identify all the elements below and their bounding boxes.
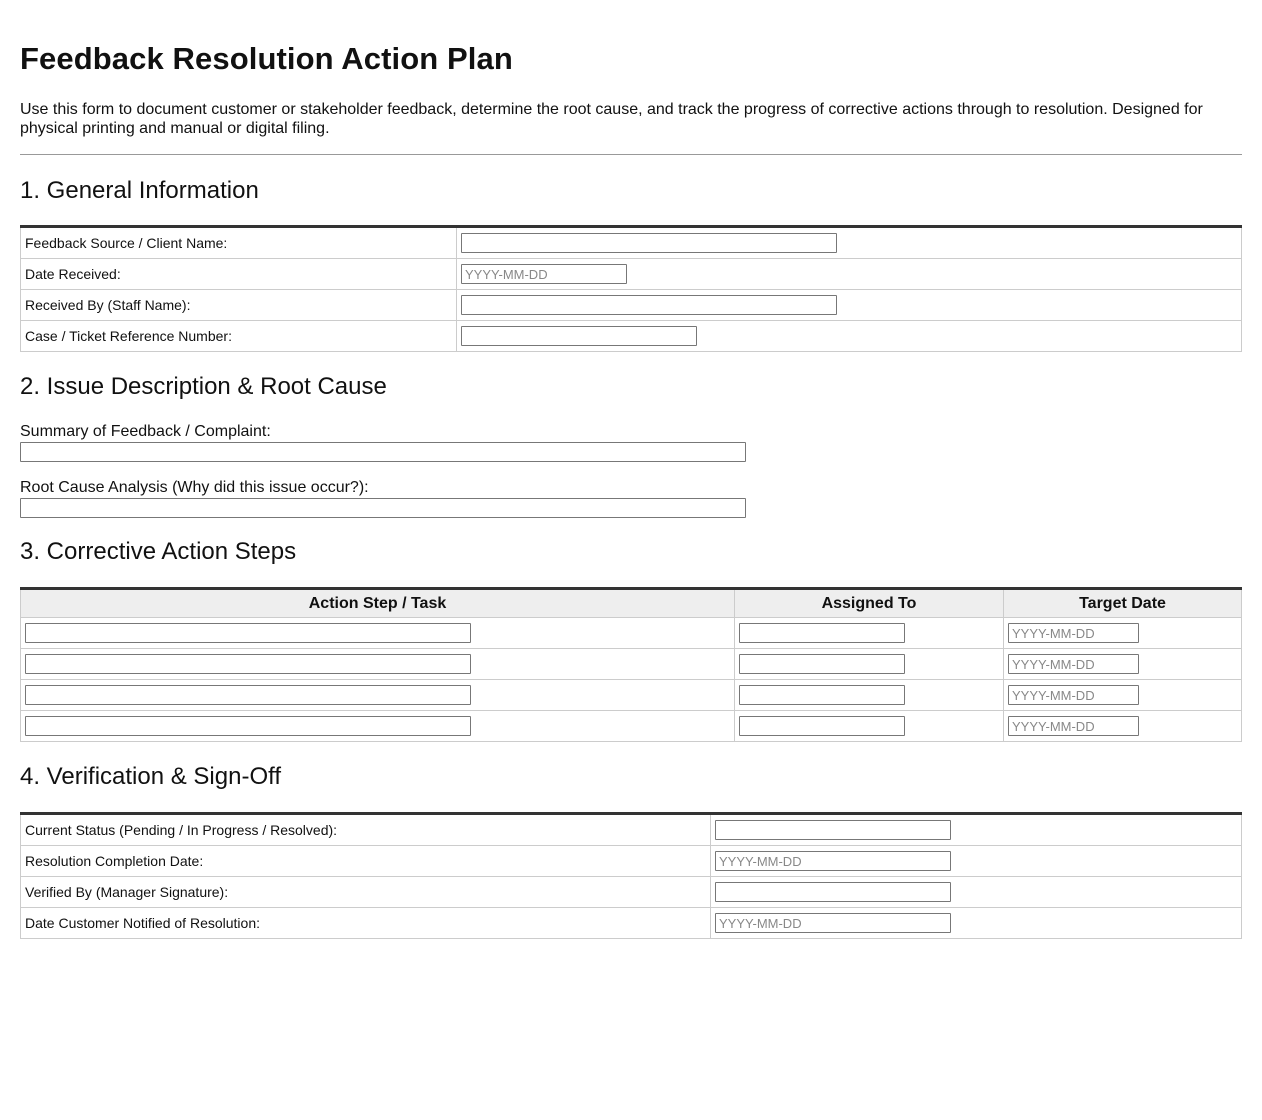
table-row <box>21 227 1242 259</box>
table-row <box>21 711 1242 742</box>
header-action-step: Action Step / Task <box>21 589 735 618</box>
completion-date-label: Resolution Completion Date: <box>21 846 711 877</box>
current-status-label: Current Status (Pending / In Progress / Resolved): <box>21 814 711 846</box>
table-row <box>21 649 1242 680</box>
summary-input[interactable] <box>20 442 746 462</box>
verified-by-input[interactable] <box>715 882 951 902</box>
table-row <box>21 908 1242 939</box>
section-verification-title: 4. Verification & Sign-Off <box>20 763 282 790</box>
root-cause-field <box>20 478 1242 518</box>
verification-table <box>20 812 1242 939</box>
general-info-table <box>20 225 1242 352</box>
table-row <box>21 680 1242 711</box>
header-assigned-to: Assigned To <box>735 589 1004 618</box>
feedback-source-label: Feedback Source / Client Name: <box>21 227 457 259</box>
verified-by-label: Verified By (Manager Signature): <box>21 877 711 908</box>
action-task-input[interactable] <box>25 716 471 736</box>
feedback-source-input[interactable] <box>461 233 837 253</box>
section-general-title: 1. General Information <box>20 177 259 204</box>
table-row <box>21 259 1242 290</box>
page-title: Feedback Resolution Action Plan <box>20 41 513 76</box>
assigned-to-input[interactable] <box>739 716 905 736</box>
received-by-input[interactable] <box>461 295 837 315</box>
date-received-input[interactable] <box>461 264 627 284</box>
root-cause-label: Root Cause Analysis (Why did this issue occur?): <box>20 479 369 496</box>
target-date-input[interactable] <box>1008 685 1139 705</box>
summary-field <box>20 422 1242 462</box>
assigned-to-input[interactable] <box>739 623 905 643</box>
header-target-date: Target Date <box>1004 589 1242 618</box>
table-row <box>21 877 1242 908</box>
target-date-input[interactable] <box>1008 716 1139 736</box>
received-by-label: Received By (Staff Name): <box>21 290 457 321</box>
table-header-row <box>21 589 1242 618</box>
action-task-input[interactable] <box>25 623 471 643</box>
assigned-to-input[interactable] <box>739 685 905 705</box>
customer-notified-input[interactable] <box>715 913 951 933</box>
reference-number-label: Case / Ticket Reference Number: <box>21 321 457 352</box>
reference-number-input[interactable] <box>461 326 697 346</box>
assigned-to-input[interactable] <box>739 654 905 674</box>
table-row <box>21 618 1242 649</box>
summary-label: Summary of Feedback / Complaint: <box>20 423 271 440</box>
date-received-label: Date Received: <box>21 259 457 290</box>
current-status-input[interactable] <box>715 820 951 840</box>
customer-notified-label: Date Customer Notified of Resolution: <box>21 908 711 939</box>
section-issue-title: 2. Issue Description & Root Cause <box>20 373 387 400</box>
table-row <box>21 814 1242 846</box>
table-row <box>21 290 1242 321</box>
table-row <box>21 846 1242 877</box>
action-task-input[interactable] <box>25 654 471 674</box>
divider <box>20 154 1242 155</box>
section-actions-title: 3. Corrective Action Steps <box>20 538 297 565</box>
target-date-input[interactable] <box>1008 623 1139 643</box>
action-steps-table <box>20 587 1242 742</box>
table-row <box>21 321 1242 352</box>
completion-date-input[interactable] <box>715 851 951 871</box>
target-date-input[interactable] <box>1008 654 1139 674</box>
root-cause-input[interactable] <box>20 498 746 518</box>
intro-text: Use this form to document customer or stakeholder feedback, determine the root cause, and track the progress of corrective actions through to resolution. Designed for physical printing and manual or digital filing. <box>20 101 1203 137</box>
action-task-input[interactable] <box>25 685 471 705</box>
